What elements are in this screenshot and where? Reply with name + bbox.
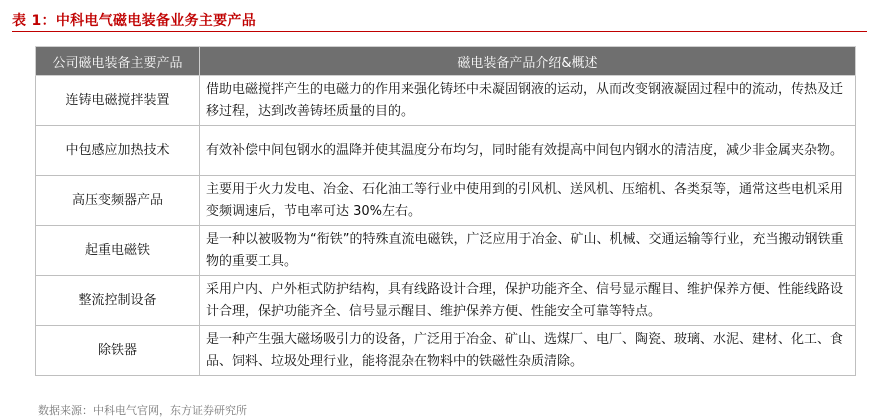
- description-cell: 采用户内、户外柜式防护结构，具有线路设计合理，保护功能齐全、信号显示醒目、维护保养方便、性能线路设计合理，保护功能齐全、信号显示醒目、维护保养方便、性能安全可靠等特点。: [200, 276, 856, 326]
- source-note: 数据来源：中科电气官网，东方证券研究所: [38, 404, 247, 417]
- table-row: [36, 76, 856, 126]
- header-product: 公司磁电装备主要产品: [36, 47, 200, 76]
- product-cell: 除铁器: [36, 326, 200, 376]
- description-cell: 是一种以被吸物为“衔铁”的特殊直流电磁铁，广泛应用于冶金、矿山、机械、交通运输等行业，充当搬动钢铁重物的重要工具。: [200, 226, 856, 276]
- product-cell: 高压变频器产品: [36, 176, 200, 226]
- table-row: [36, 176, 856, 226]
- products-table: [35, 46, 856, 376]
- title-rule: [12, 31, 867, 32]
- product-cell: 整流控制设备: [36, 276, 200, 326]
- product-cell: 中包感应加热技术: [36, 126, 200, 176]
- product-cell: 连铸电磁搅拌装置: [36, 76, 200, 126]
- table-row: [36, 126, 856, 176]
- header-description: 磁电装备产品介绍&概述: [200, 47, 856, 76]
- description-cell: 有效补偿中间包钢水的温降并使其温度分布均匀，同时能有效提高中间包内钢水的清洁度，减少非金属夹杂物。: [200, 126, 856, 176]
- table-header-row: [36, 47, 856, 76]
- description-cell: 是一种产生强大磁场吸引力的设备，广泛用于冶金、矿山、选煤厂、电厂、陶瓷、玻璃、水泥、建材、化工、食品、饲料、垃圾处理行业，能将混杂在物料中的铁磁性杂质清除。: [200, 326, 856, 376]
- table-title: 表 1：中科电气磁电装备业务主要产品: [12, 13, 257, 29]
- table-row: [36, 226, 856, 276]
- table-row: [36, 326, 856, 376]
- description-cell: 主要用于火力发电、冶金、石化油工等行业中使用到的引风机、送风机、压缩机、各类泵等，通常这些电机采用变频调速后，节电率可达 30%左右。: [200, 176, 856, 226]
- table-row: [36, 276, 856, 326]
- product-cell: 起重电磁铁: [36, 226, 200, 276]
- description-cell: 借助电磁搅拌产生的电磁力的作用来强化铸坯中未凝固钢液的运动，从而改变钢液凝固过程中的流动，传热及迁移过程，达到改善铸坯质量的目的。: [200, 76, 856, 126]
